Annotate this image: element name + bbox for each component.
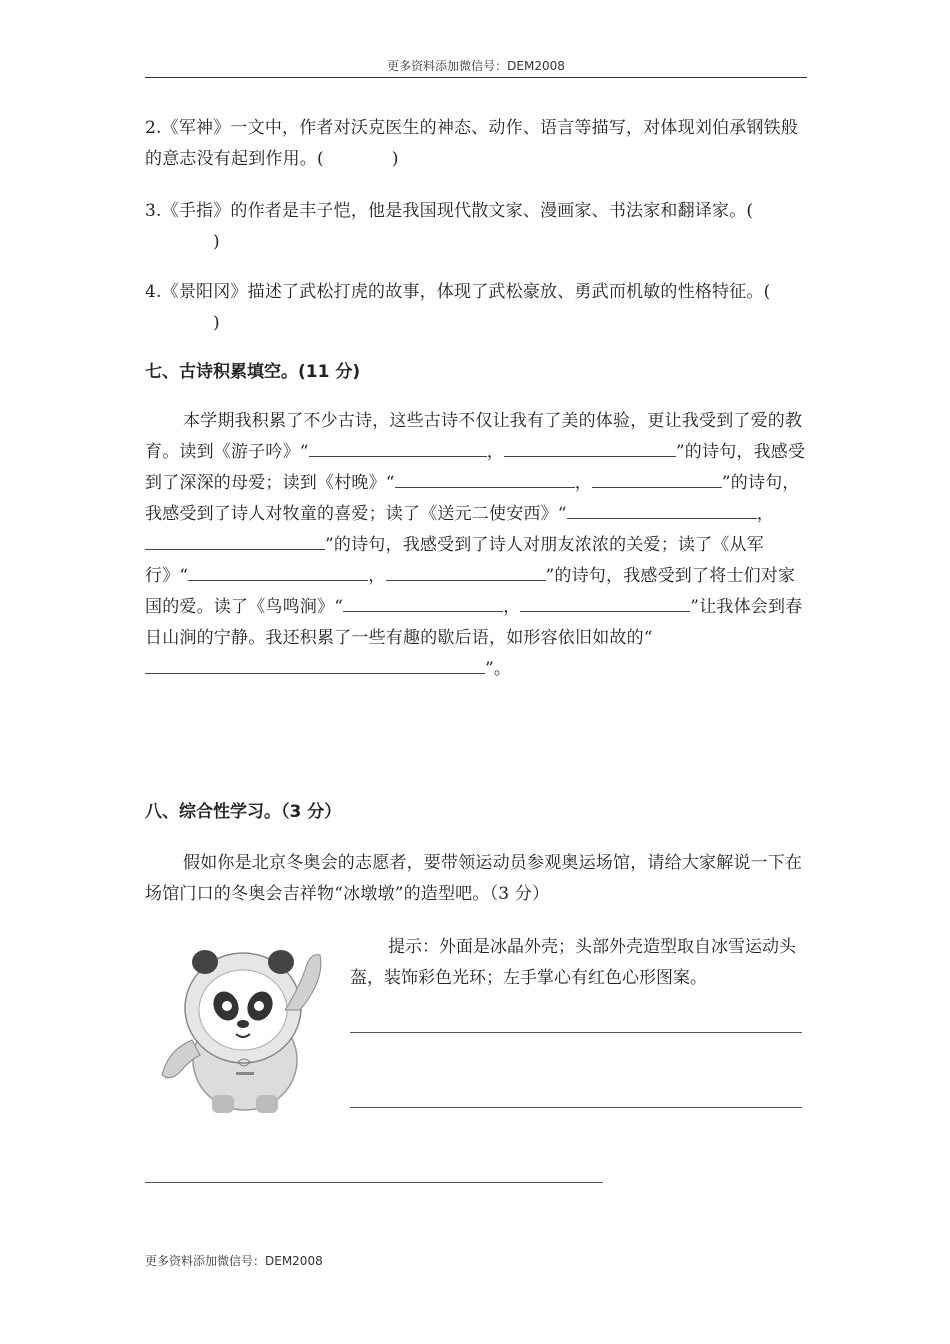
page-header: 更多资料添加微信号：DEM2008	[145, 55, 807, 78]
section-8-title: 八、综合性学习。（3 分）	[145, 802, 342, 822]
answer-line-2[interactable]	[350, 1107, 802, 1108]
judgment-3: 3.《手指》的作者是丰子恺，他是我国现代散文家、漫画家、书法家和翻译家。()	[145, 201, 754, 252]
blank-8[interactable]	[386, 562, 546, 581]
answer-line-1[interactable]	[350, 1032, 802, 1033]
section-7-title: 七、古诗积累填空。(11 分)	[145, 362, 361, 382]
blank-1[interactable]	[309, 438, 487, 457]
blank-9[interactable]	[343, 593, 503, 612]
blank-10[interactable]	[520, 593, 690, 612]
blank-2[interactable]	[504, 438, 676, 457]
page-footer: 更多资料添加微信号：DEM2008	[145, 1254, 323, 1268]
answer-line-3[interactable]	[145, 1182, 603, 1183]
blank-7[interactable]	[188, 562, 368, 581]
section-8-body: 假如你是北京冬奥会的志愿者，要带领运动员参观奥运场馆，请给大家解说一下在场馆门口的冬奥会吉祥物“冰墩墩”的造型吧。（3 分）	[145, 853, 803, 904]
hint-text: 提示：外面是冰晶外壳；头部外壳造型取自冰雪运动头盔，装饰彩色光环；左手掌心有红色心形图案。	[350, 937, 796, 988]
blank-11[interactable]	[145, 655, 485, 674]
blank-5[interactable]	[567, 500, 757, 519]
blank-6[interactable]	[145, 531, 325, 550]
blank-4[interactable]	[592, 469, 722, 488]
judgment-2: 2.《军神》一文中，作者对沃克医生的神态、动作、语言等描写，对体现刘伯承钢铁般的意志没有起到作用。( )	[145, 118, 799, 169]
poem-fill-paragraph: 本学期我积累了不少古诗，这些古诗不仅让我有了美的体验，更让我受到了爱的教育。读到《游子吟》“ ， ”的诗句，我感受到了深深的母爱；读到《村晚》“ ， ”的诗句，我感受到了诗人对牧童的喜爱；读了《送元二使安西》“ ，”的诗句，我感受到了诗人对朋友浓浓的关爱；读了《从军行》“ ， ”的诗句，我感受到了将士们对家国的爱。读了《鸟鸣涧》“ ， ”让我体会到春日山涧的宁静。我还积累了一些有趣的歇后语，如形容依旧如故的“”。	[145, 411, 806, 679]
judgment-4: 4.《景阳冈》描述了武松打虎的故事，体现了武松豪放、勇武而机敏的性格特征。()	[145, 282, 771, 333]
bing-dwen-dwen-image	[150, 940, 340, 1115]
blank-3[interactable]	[395, 469, 575, 488]
